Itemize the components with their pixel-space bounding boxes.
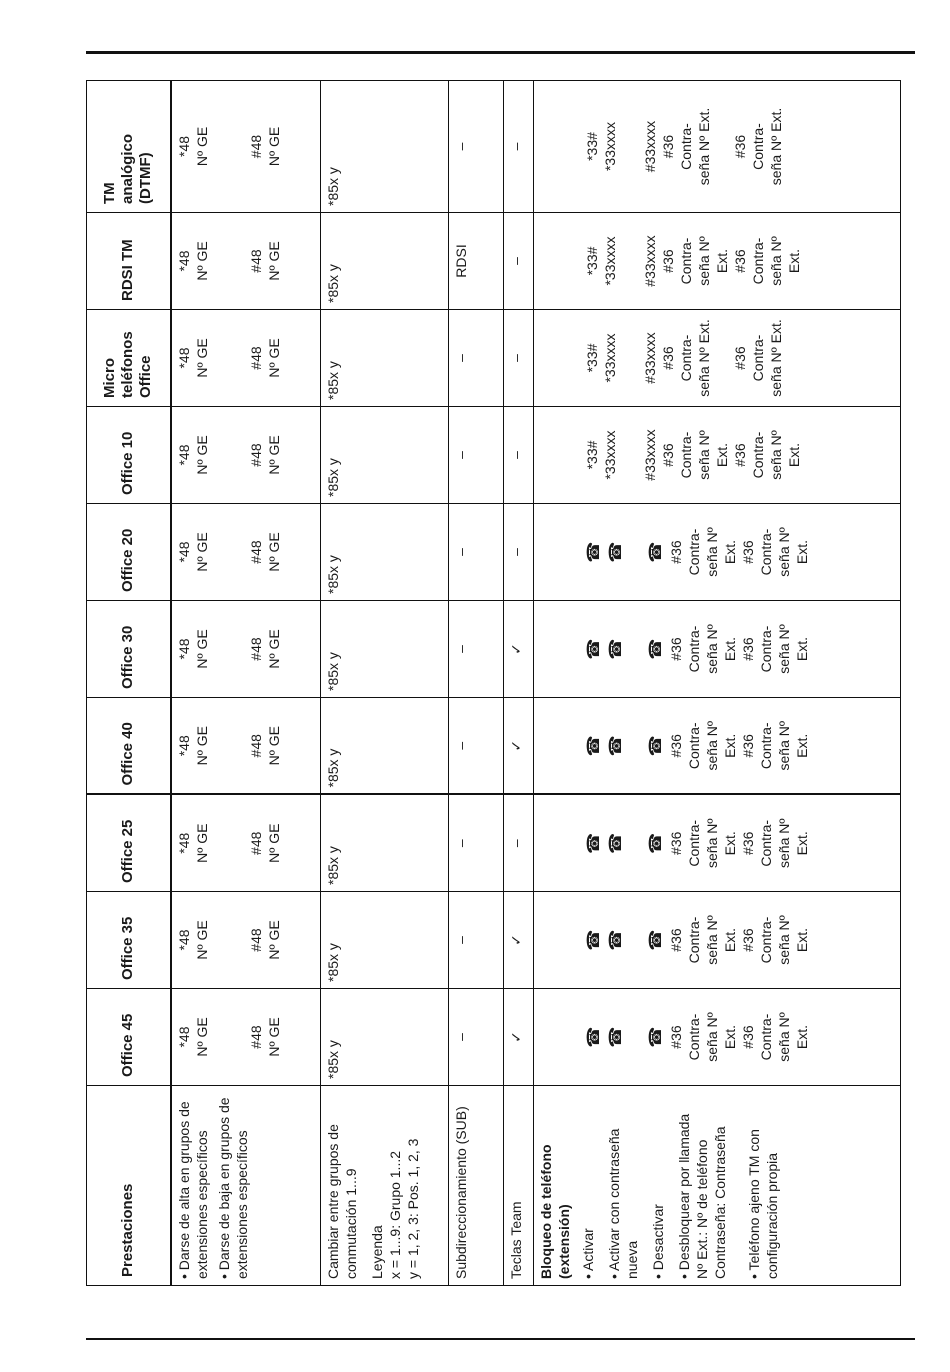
row-sub — [449, 81, 504, 1286]
header-office-10: Office 10 — [87, 407, 171, 504]
cell-grupos: *48 Nº GE #48 Nº GE — [171, 407, 321, 504]
cell-bloqueo-micro-telefonos: *33# *33xxxx #33xxxx #36 Contra- seña Nº Ext. #36 Contra- seña Nº Ext. — [534, 310, 901, 407]
cell-dash: – — [504, 504, 534, 601]
label-teclas-team: Teclas Team — [504, 1086, 534, 1286]
cell-grupos: *48 Nº GE #48 Nº GE — [171, 81, 321, 213]
phone-icon: ☎ — [606, 735, 625, 757]
cell-bloqueo-office-45: ☎ ☎ ☎ #36 Contra- seña Nº Ext. #36 Contra- seña Nº Ext. — [534, 989, 901, 1086]
cell-grupos: *48 Nº GE #48 Nº GE — [171, 795, 321, 892]
cell-dash: – — [504, 407, 534, 504]
header-office-25: Office 25 — [87, 795, 171, 892]
cell-dash: – — [504, 81, 534, 213]
cell-grupos: *48 Nº GE #48 Nº GE — [171, 989, 321, 1086]
header-micro-telefonos-office: Micro teléfonos Office — [87, 310, 171, 407]
header-office-45: Office 45 — [87, 989, 171, 1086]
cell-dash: – — [449, 81, 504, 213]
features-table-rotated — [86, 81, 901, 1286]
cell-code-85: *85x y — [321, 989, 449, 1086]
phone-icon: ☎ — [646, 638, 665, 660]
cell-code-85: *85x y — [321, 892, 449, 989]
cell-code-85: *85x y — [321, 310, 449, 407]
phone-icon: ☎ — [584, 541, 603, 563]
cell-bloqueo-rdsi-tm: *33# *33xxxx #33xxxx #36 Contra- seña Nº Ext. #36 Contra- seña Nº Ext. — [534, 213, 901, 310]
cell-code-85: *85x y — [321, 81, 449, 213]
cell-bloqueo-office-35: ☎ ☎ ☎ #36 Contra- seña Nº Ext. #36 Contra- seña Nº Ext. — [534, 892, 901, 989]
cell-dash: – — [449, 407, 504, 504]
header-row — [87, 81, 171, 1286]
cell-code-85: *85x y — [321, 698, 449, 795]
cell-bloqueo-office-20: ☎ ☎ ☎ #36 Contra- seña Nº Ext. #36 Contra- seña Nº Ext. — [534, 504, 901, 601]
cell-bloqueo-office-10: *33# *33xxxx #33xxxx #36 Contra- seña Nº Ext. #36 Contra- seña Nº Ext. — [534, 407, 901, 504]
cell-bloqueo-tm-analogico: *33# *33xxxx #33xxxx #36 Contra- seña Nº Ext. #36 Contra- seña Nº Ext. — [534, 81, 901, 213]
cell-code-85: *85x y — [321, 213, 449, 310]
row-cambiar-grupos — [321, 81, 449, 1286]
top-rule — [86, 51, 915, 54]
cell-code-85: *85x y — [321, 504, 449, 601]
check-icon: ✓ — [504, 892, 534, 989]
cell-code-85: *85x y — [321, 795, 449, 892]
cell-dash: – — [504, 213, 534, 310]
header-prestaciones: Prestaciones — [87, 1086, 171, 1286]
phone-icon: ☎ — [646, 929, 665, 951]
cell-bloqueo-office-25: ☎ ☎ ☎ #36 Contra- seña Nº Ext. #36 Contra- seña Nº Ext. — [534, 795, 901, 892]
phone-icon: ☎ — [584, 1026, 603, 1048]
label-grupos: • Darse de alta en grupos de extensiones específicos • Darse de baja en grupos de extensiones específicos — [171, 1086, 321, 1286]
row-teclas-team — [504, 81, 534, 1286]
phone-icon: ☎ — [584, 832, 603, 854]
bottom-rule — [86, 1338, 915, 1340]
features-table — [86, 80, 901, 1286]
label-sub: Subdireccionamiento (SUB) — [449, 1086, 504, 1286]
header-tm-analogico: TM analógico (DTMF) — [87, 81, 171, 213]
header-office-35: Office 35 — [87, 892, 171, 989]
cell-dash: – — [449, 892, 504, 989]
header-office-40: Office 40 — [87, 698, 171, 795]
check-icon: ✓ — [504, 698, 534, 795]
phone-icon: ☎ — [646, 1026, 665, 1048]
cell-grupos: *48 Nº GE #48 Nº GE — [171, 698, 321, 795]
phone-icon: ☎ — [606, 1026, 625, 1048]
cell-dash: – — [449, 989, 504, 1086]
cell-dash: – — [449, 601, 504, 698]
cell-dash: – — [449, 698, 504, 795]
phone-icon: ☎ — [606, 638, 625, 660]
cell-bloqueo-office-30: ☎ ☎ ☎ #36 Contra- seña Nº Ext. #36 Contra- seña Nº Ext. — [534, 601, 901, 698]
phone-icon: ☎ — [646, 735, 665, 757]
label-cambiar-grupos: Cambiar entre grupos de conmutación 1...9 Leyenda x = 1...9: Grupo 1...2 y = 1, 2, 3: Pos. 1, 2, 3 — [321, 1086, 449, 1286]
cell-grupos: *48 Nº GE #48 Nº GE — [171, 213, 321, 310]
phone-icon: ☎ — [606, 541, 625, 563]
header-office-20: Office 20 — [87, 504, 171, 601]
phone-icon: ☎ — [584, 735, 603, 757]
cell-dash: – — [449, 310, 504, 407]
row-bloqueo — [534, 81, 901, 1286]
check-icon: ✓ — [504, 601, 534, 698]
header-rdsi-tm: RDSI TM — [87, 213, 171, 310]
cell-dash: – — [504, 795, 534, 892]
phone-icon: ☎ — [646, 541, 665, 563]
label-bloqueo: Bloqueo de teléfono (extensión) • Activar • Activar con contraseña nueva • Desactivar • Desbloquear por llamada Nº Ext.: Nº de teléfono Contraseña: Contraseña • Teléfono ajeno TM con configuración propia — [534, 1086, 901, 1286]
phone-icon: ☎ — [606, 832, 625, 854]
cell-grupos: *48 Nº GE #48 Nº GE — [171, 892, 321, 989]
cell-rdsi: RDSI — [449, 213, 504, 310]
bloqueo-title: Bloqueo de teléfono (extensión) — [538, 1144, 572, 1279]
header-office-30: Office 30 — [87, 601, 171, 698]
phone-icon: ☎ — [606, 929, 625, 951]
cell-dash: – — [449, 504, 504, 601]
cell-code-85: *85x y — [321, 407, 449, 504]
cell-code-85: *85x y — [321, 601, 449, 698]
cell-grupos: *48 Nº GE #48 Nº GE — [171, 601, 321, 698]
cell-dash: – — [504, 310, 534, 407]
cell-grupos: *48 Nº GE #48 Nº GE — [171, 310, 321, 407]
phone-icon: ☎ — [584, 929, 603, 951]
cell-dash: – — [449, 795, 504, 892]
cell-bloqueo-office-40: ☎ ☎ ☎ #36 Contra- seña Nº Ext. #36 Contra- seña Nº Ext. — [534, 698, 901, 795]
phone-icon: ☎ — [646, 832, 665, 854]
check-icon: ✓ — [504, 989, 534, 1086]
row-grupos — [171, 81, 321, 1286]
cell-grupos: *48 Nº GE #48 Nº GE — [171, 504, 321, 601]
phone-icon: ☎ — [584, 638, 603, 660]
